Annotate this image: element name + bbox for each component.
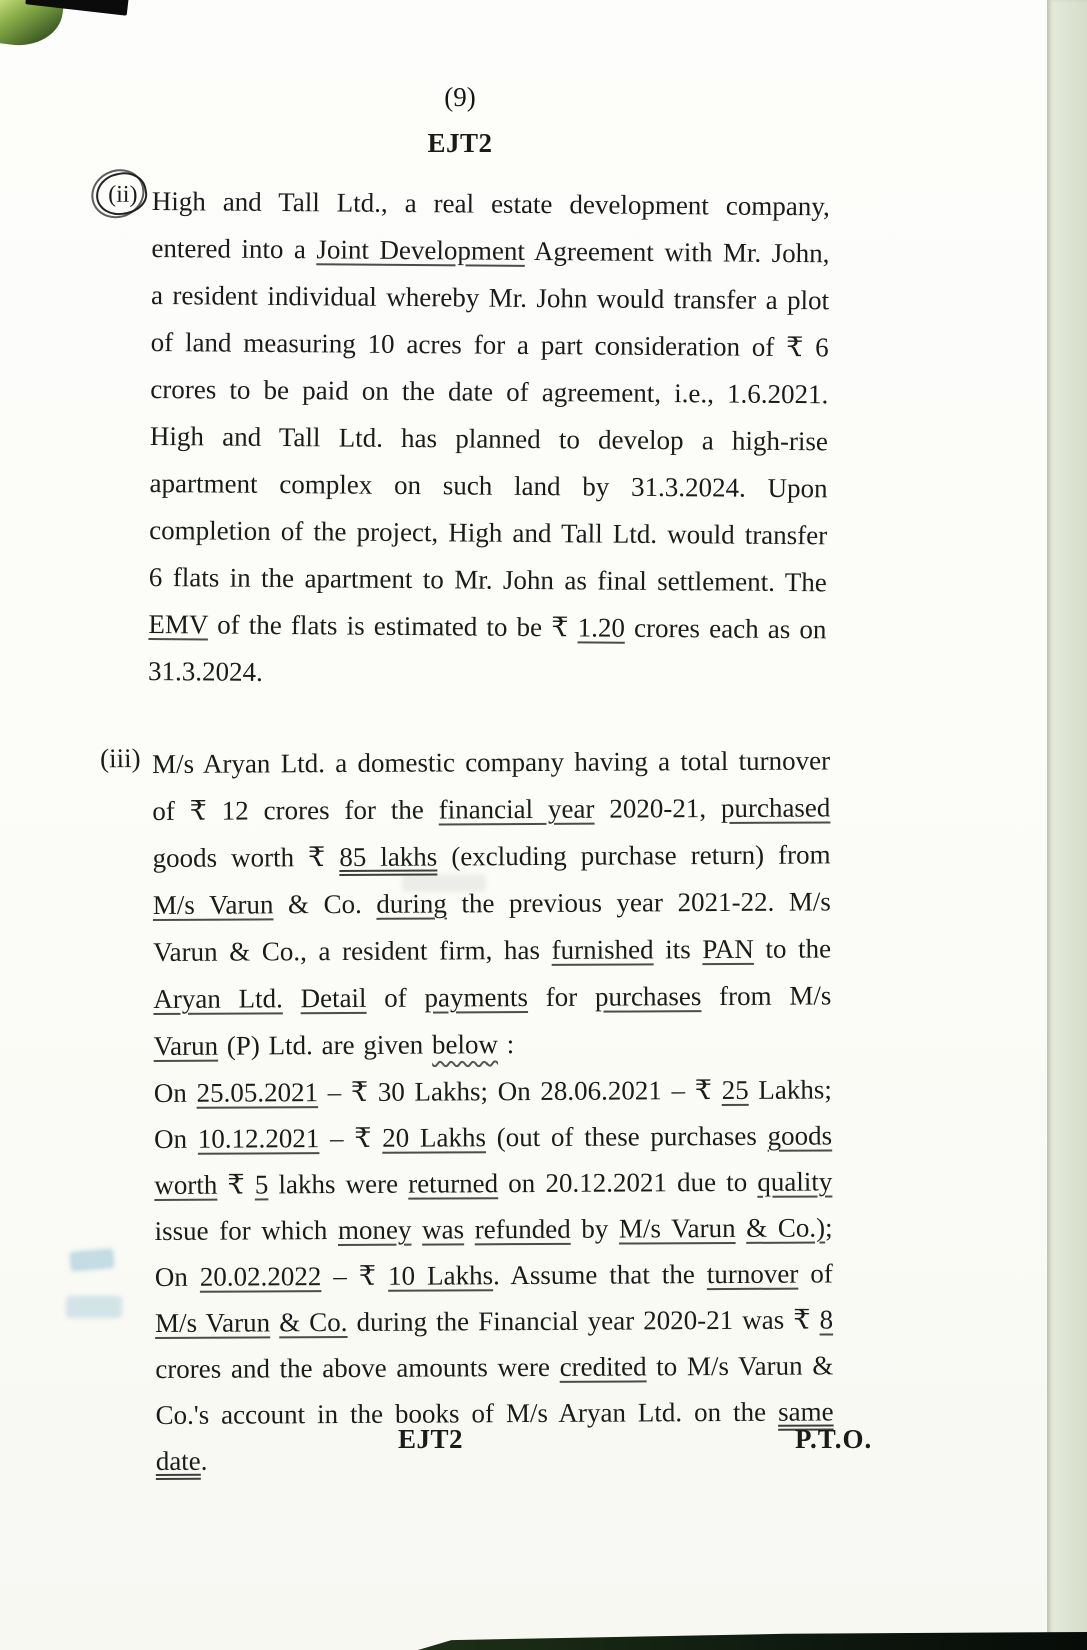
pen-annotated-text: 25.05.2021	[196, 1077, 319, 1108]
text-run: from M/s	[701, 980, 832, 1012]
text-run: lakhs were	[268, 1168, 409, 1200]
text-run: during the Financial year 2020-21 was ₹	[347, 1304, 820, 1337]
pen-annotated-text: goods worth	[154, 1120, 833, 1200]
pen-annotated-text: below	[431, 1029, 499, 1060]
pen-annotated-text: & Co.)	[746, 1212, 826, 1243]
pen-annotated-text: Detail	[300, 982, 367, 1014]
pen-annotated-text: quality	[757, 1166, 833, 1197]
text-run: of	[798, 1258, 833, 1289]
pen-annotated-text: 5	[254, 1169, 269, 1200]
text-run: M/s Aryan Ltd. a domestic company having a total turnover of ₹ 12 crores for the	[152, 745, 831, 826]
pen-annotated-text: M/s Varun	[154, 1307, 271, 1338]
text-run: to M/s Varun & Co.'s account in the books of M/s Aryan Ltd. on the	[155, 1350, 834, 1430]
pen-annotated-text: furnished	[551, 934, 654, 965]
pen-annotated-text: PAN	[702, 933, 754, 965]
pen-annotated-text: money	[337, 1214, 412, 1246]
pen-annotated-text: during	[376, 888, 447, 919]
pen-annotated-text: 85 lakhs	[339, 841, 438, 873]
pen-annotated-text: same date	[155, 1396, 834, 1476]
pen-annotated-text: financial year	[438, 793, 595, 825]
text-run: goods worth ₹	[152, 842, 340, 873]
pen-annotated-text: 25	[721, 1074, 749, 1106]
text-run: . Assume that the	[492, 1259, 707, 1291]
text-run	[283, 983, 301, 1013]
text-run: :	[497, 1029, 515, 1060]
text-run: – ₹	[321, 1260, 389, 1292]
pen-annotated-text: 10 Lakhs	[387, 1260, 494, 1291]
pto-note: P.T.O.	[795, 1424, 873, 1454]
pen-annotated-text: 1.20	[577, 612, 626, 643]
question-iii-text	[152, 737, 832, 1070]
pen-annotated-text: 20.02.2022	[199, 1261, 322, 1292]
document-code-header: EJT2	[427, 128, 493, 158]
question-ii-text	[148, 178, 830, 700]
pen-annotated-text: turnover	[706, 1258, 799, 1290]
text-run: Lakhs; On	[154, 1074, 832, 1154]
text-run: & Co.	[273, 888, 377, 920]
pen-annotated-text: & Co.	[279, 1306, 348, 1338]
text-run: On	[153, 1077, 197, 1108]
text-run: crores and the above amounts were	[155, 1351, 560, 1384]
text-run: on 20.12.2021 due to	[498, 1166, 758, 1199]
text-run: crores each as on 31.3.2024.	[148, 612, 827, 687]
text-run: ₹	[217, 1169, 255, 1200]
text-run: Agreement with Mr. John, a resident individual whereby Mr. John would transfer a plot of land measuring 10 acres for a part consideration of ₹ 6 crores to be paid on the date of agreement, i.e., 1.6.2021. High and Tall Ltd. has planned to develop a high-rise apartment complex on such land by 31.3.2024. Upon completion of the project, High and Tall Ltd. would transfer 6 flats in the apartment to Mr. John as final settlement. The	[148, 235, 830, 598]
text-run: ; On	[154, 1212, 833, 1292]
text-run	[270, 1307, 279, 1337]
pen-annotated-text: 8	[819, 1304, 834, 1335]
text-run: High and Tall Ltd., a real estate development company, entered into a	[151, 185, 830, 265]
document-code-footer: EJT2	[398, 1424, 464, 1454]
pen-annotated-text: M/s Varun	[618, 1212, 736, 1244]
pen-annotated-text: Joint Development	[316, 234, 526, 266]
paper-right-edge	[1047, 0, 1087, 1650]
text-run	[464, 1214, 475, 1244]
text-run: to the	[753, 933, 832, 964]
question-iii	[100, 737, 834, 1484]
text-run: the previous year 2021-22. M/s Varun & Co., a resident firm, has	[153, 886, 831, 967]
text-run: its	[653, 934, 703, 965]
text-run: .	[200, 1445, 208, 1476]
pen-annotated-text: EMV	[148, 608, 209, 640]
question-ii-marker: (ii)	[108, 181, 138, 208]
text-run	[411, 1215, 422, 1245]
pen-annotated-text: 20 Lakhs	[382, 1122, 487, 1153]
text-run: issue for which	[154, 1215, 339, 1246]
text-run: (excluding purchase return) from	[437, 839, 831, 872]
text-run	[735, 1213, 746, 1243]
text-run: of	[366, 982, 425, 1013]
pen-annotated-text: refunded	[474, 1213, 571, 1245]
question-iii-payment-details	[154, 1066, 834, 1484]
pen-annotated-text: credited	[559, 1351, 647, 1382]
pen-annotated-text: was	[421, 1214, 465, 1245]
text-run: – ₹ 30 Lakhs; On 28.06.2021 – ₹	[317, 1075, 722, 1108]
pen-annotated-text: Varun	[153, 1030, 219, 1061]
pen-annotated-text: 10.12.2021	[197, 1123, 320, 1154]
pen-annotated-text: M/s Varun	[152, 889, 274, 920]
text-run: of the flats is estimated to be ₹	[207, 609, 578, 643]
pen-annotated-text: purchased	[720, 792, 831, 824]
question-iii-marker: (iii)	[100, 743, 141, 774]
text-run: (out of these purchases	[485, 1120, 768, 1153]
paper-bottom-edge	[418, 1632, 1087, 1650]
page-number: (9)	[444, 82, 476, 112]
text-run: – ₹	[319, 1122, 383, 1154]
pen-annotated-text: Aryan Ltd.	[153, 983, 283, 1014]
hand-drawn-circle	[94, 170, 152, 220]
faint-ink-stamp	[66, 1296, 122, 1318]
text-run: 2020-21,	[594, 793, 721, 824]
pen-annotated-text: returned	[408, 1168, 499, 1199]
pen-annotated-text: purchases	[594, 981, 702, 1012]
text-run: for	[527, 981, 596, 1013]
pen-annotated-text: payments	[424, 982, 529, 1013]
faint-ink-stamp	[69, 1248, 115, 1272]
text-run: (P) Ltd. are given	[218, 1029, 433, 1061]
text-run: by	[570, 1213, 619, 1244]
question-ii	[108, 178, 830, 700]
